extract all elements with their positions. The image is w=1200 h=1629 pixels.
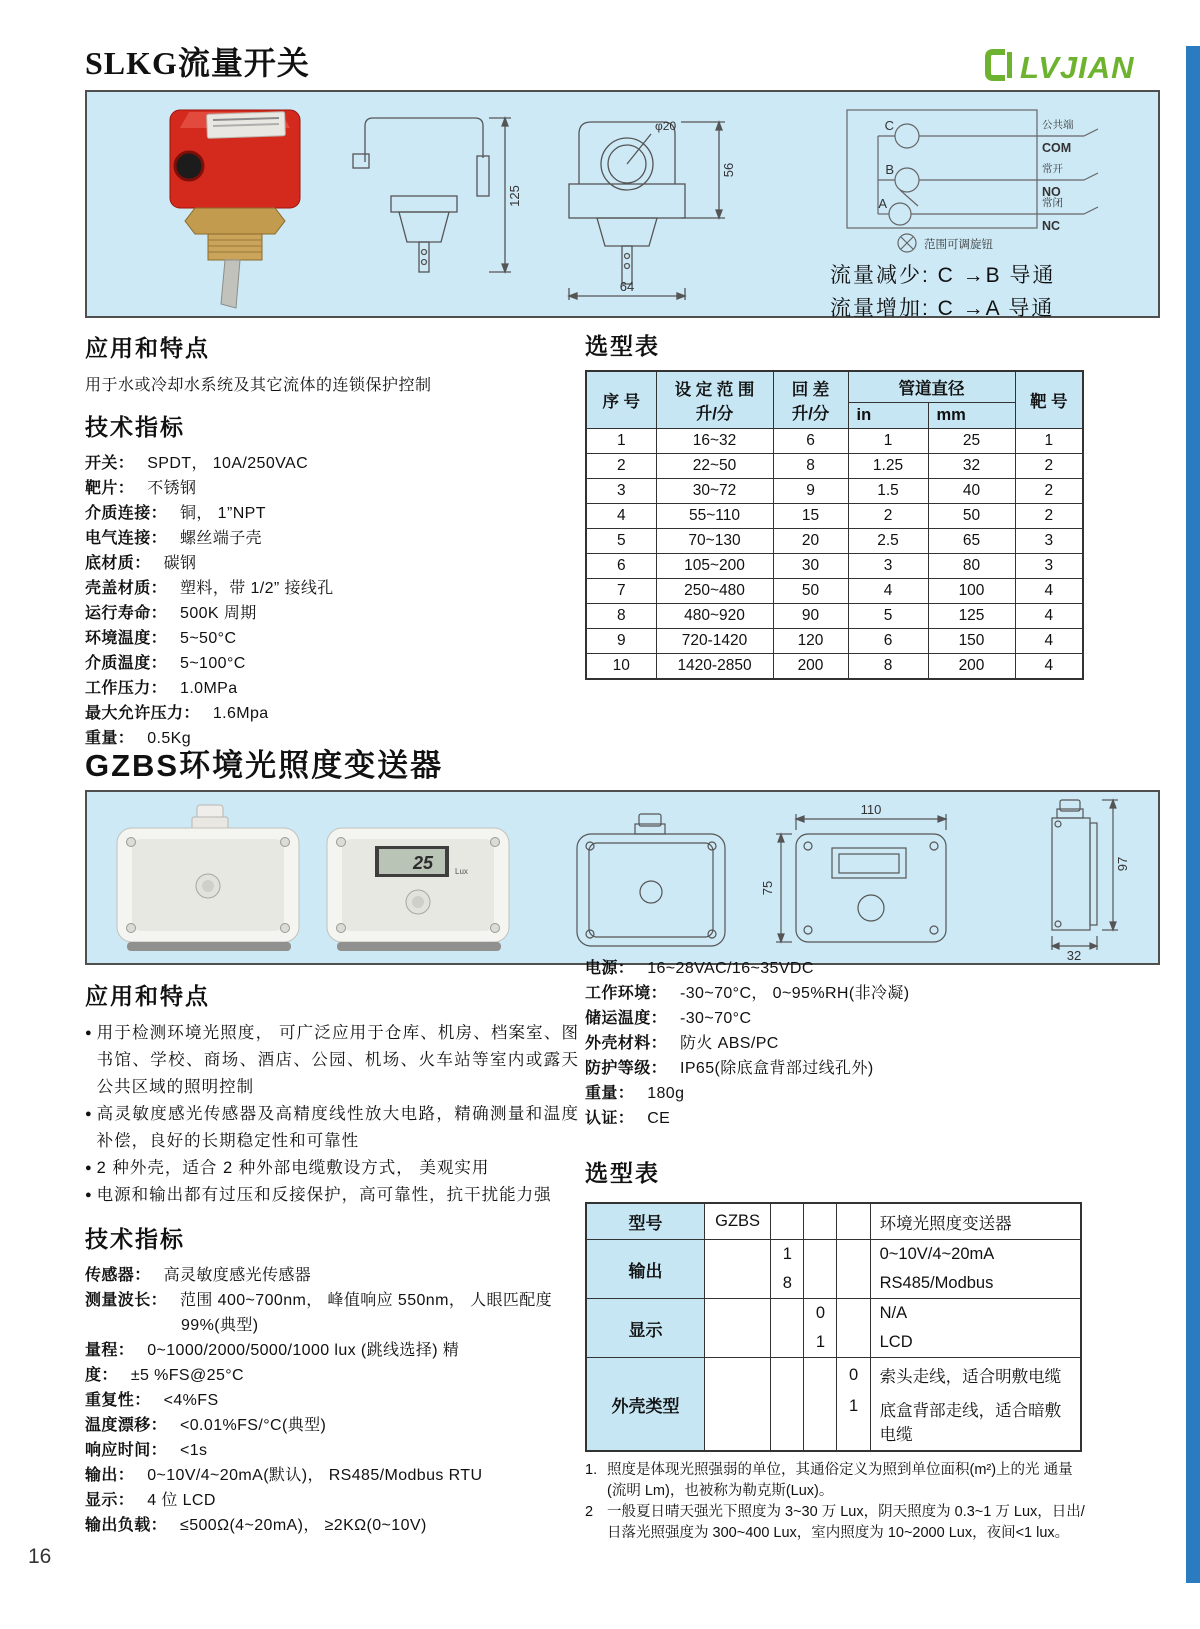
table-row — [586, 1203, 1081, 1240]
spec-row: 壳盖材质： 塑料，带 1/2” 接线孔 — [85, 580, 334, 597]
code-cell: 0 — [804, 1299, 837, 1329]
table-cell: 2 — [586, 454, 656, 479]
gzbs-features-specs-column — [85, 978, 579, 1538]
spec-row: 重量： 180g — [585, 1085, 685, 1102]
table-cell — [837, 1269, 870, 1299]
table-cell: 1 — [848, 429, 928, 454]
table-row — [586, 1240, 1081, 1270]
nc-label: NC — [1042, 219, 1061, 233]
list-item: ● 高灵敏度感光传感器及高精度线性放大电路，精确测量和温度补偿，良好的长期稳定性和可靠性 — [85, 1101, 579, 1155]
option-desc-cell: 底盒背部走线，适合暗敷电缆 — [870, 1392, 1081, 1451]
table-cell: 125 — [928, 604, 1015, 629]
table-cell: 150 — [928, 629, 1015, 654]
table-cell — [837, 1328, 870, 1358]
flow-switch-mechanism-drawing — [339, 100, 524, 317]
table-cell: 720-1420 — [656, 629, 773, 654]
spec-row: 防护等级： IP65(除底盒背部过线孔外) — [585, 1060, 874, 1077]
logo-bracket-icon — [985, 48, 1015, 87]
table-cell: 70~130 — [656, 529, 773, 554]
model-cell: GZBS — [704, 1203, 770, 1240]
spec-row: 重量： 0.5Kg — [85, 730, 192, 747]
table-cell — [804, 1392, 837, 1451]
gzbs-specs-heading: 技术指标 — [85, 1226, 185, 1252]
spec-row: 工作环境： -30~70°C， 0~95%RH(非冷凝) — [585, 985, 910, 1002]
table-row — [586, 429, 1083, 454]
table-row — [586, 579, 1083, 604]
gzbs-section-title: GZBS环境光照度变送器 — [85, 748, 444, 783]
gzbs-features-heading: 应用和特点 — [85, 983, 210, 1009]
slkg-features-heading: 应用和特点 — [85, 335, 210, 361]
table-cell — [837, 1299, 870, 1329]
footnote: 2 一般夏日晴天强光下照度为 3~30 万 Lux，阴天照度为 0.3~1 万 Lux，日出/日落光照强度为 300~400 Lux，室内照度为 10~2000 Lux，夜间<1 lux。 — [585, 1504, 1085, 1541]
list-item: ● 用于检测环境光照度， 可广泛应用于仓库、机房、档案室、图书馆、学校、商场、酒店、公园、机场、火车站等室内或露天公共区域的照明控制 — [85, 1020, 579, 1101]
table-row — [586, 529, 1083, 554]
option-desc-cell: RS485/Modbus — [870, 1269, 1081, 1299]
footnote: 1. 照度是体现光照强弱的单位，其通俗定义为照到单位面积(m²)上的光 通量(流明 Lm)，也被称为勒克斯(Lux)。 — [585, 1462, 1073, 1499]
table-cell: 4 — [1015, 654, 1083, 680]
table-cell: 30 — [773, 554, 848, 579]
table-cell — [804, 1269, 837, 1299]
table-cell: 4 — [1015, 604, 1083, 629]
no-label: NO — [1042, 185, 1061, 199]
col-header-mm: mm — [928, 403, 1015, 429]
bullet-icon: ● — [85, 1189, 93, 1201]
table-cell — [804, 1240, 837, 1270]
col-header-seq: 序 号 — [586, 371, 656, 429]
table-cell: 20 — [773, 529, 848, 554]
table-cell: 1.5 — [848, 479, 928, 504]
table-cell: 5 — [586, 529, 656, 554]
table-row — [586, 479, 1083, 504]
table-cell: 3 — [848, 554, 928, 579]
right-accent-bar — [1186, 46, 1200, 1583]
logo-text: LVJIAN — [1020, 49, 1135, 85]
table-cell: 6 — [848, 629, 928, 654]
option-desc-cell: N/A — [870, 1299, 1081, 1329]
spec-row: 储运温度： -30~70°C — [585, 1010, 752, 1027]
spec-row: 响应时间： <1s — [85, 1442, 208, 1459]
table-cell: 250~480 — [656, 579, 773, 604]
no-cn-label: 常开 — [1042, 163, 1063, 175]
spec-row: 传感器： 高灵敏度感光传感器 — [85, 1267, 312, 1284]
spec-row: 显示： 4 位 LCD — [85, 1492, 216, 1509]
table-cell: 30~72 — [656, 479, 773, 504]
table-row — [586, 1299, 1081, 1329]
option-desc-cell: LCD — [870, 1328, 1081, 1358]
option-desc-cell: 0~10V/4~20mA — [870, 1240, 1081, 1270]
table-cell — [704, 1269, 770, 1299]
table-cell: 4 — [1015, 579, 1083, 604]
gzbs-table-heading: 选型表 — [585, 1160, 660, 1186]
case-header-cell: 外壳类型 — [586, 1358, 704, 1452]
com-label: COM — [1042, 141, 1072, 155]
gzbs-feature-list — [85, 1020, 579, 1209]
table-cell — [704, 1358, 770, 1393]
table-cell — [771, 1328, 804, 1358]
flow-switch-photo — [135, 100, 335, 317]
spec-row: 运行寿命： 500K 周期 — [85, 605, 257, 622]
table-cell: 200 — [773, 654, 848, 680]
col-header-target: 靶 号 — [1015, 371, 1083, 429]
gzbs-photo-plain — [105, 804, 313, 959]
table-row — [586, 554, 1083, 579]
table-cell: 2 — [848, 504, 928, 529]
display-header-cell: 显示 — [586, 1299, 704, 1358]
output-header-cell: 输出 — [586, 1240, 704, 1299]
list-item: ● 电源和输出都有过压和反接保护，高可靠性，抗干扰能力强 — [85, 1182, 579, 1209]
table-cell: 2 — [1015, 504, 1083, 529]
page-number: 16 — [28, 1545, 52, 1568]
table-cell: 6 — [773, 429, 848, 454]
spec-row: 电源： 16~28VAC/16~35VDC — [585, 960, 814, 977]
table-cell: 2 — [1015, 454, 1083, 479]
spec-row: 认证： CE — [585, 1110, 671, 1127]
table-row — [586, 454, 1083, 479]
gzbs-selection-table — [585, 1202, 1082, 1452]
spec-row: 外壳材料： 防火 ABS/PC — [585, 1035, 779, 1052]
table-cell: 8 — [586, 604, 656, 629]
spec-row: 开关： SPDT， 10A/250VAC — [85, 455, 309, 472]
table-cell — [704, 1240, 770, 1270]
table-cell: 32 — [928, 454, 1015, 479]
bullet-icon: ● — [85, 1027, 93, 1039]
footnotes — [585, 1460, 1085, 1544]
table-cell: 90 — [773, 604, 848, 629]
col-header-diff: 回 差 升/分 — [773, 371, 848, 429]
brand-logo — [985, 48, 1135, 87]
table-cell: 3 — [586, 479, 656, 504]
code-cell: 1 — [837, 1392, 870, 1451]
table-row — [586, 1358, 1081, 1393]
bullet-icon: ● — [85, 1162, 93, 1174]
table-cell: 8 — [848, 654, 928, 680]
table-cell: 105~200 — [656, 554, 773, 579]
gzbs-outline-drawing — [569, 812, 734, 957]
table-cell: 4 — [586, 504, 656, 529]
table-row — [586, 604, 1083, 629]
table-cell: 7 — [586, 579, 656, 604]
spec-row: 测量波长： 范围 400~700nm， 峰值响应 550nm， 人眼匹配度 99%(典型) — [85, 1292, 553, 1334]
table-cell: 3 — [1015, 554, 1083, 579]
table-cell: 4 — [848, 579, 928, 604]
col-header-range: 设 定 范 围 升/分 — [656, 371, 773, 429]
slkg-specs-heading: 技术指标 — [85, 414, 185, 440]
spec-row: 输出负载： ≤500Ω(4~20mA)， ≥2KΩ(0~10V) — [85, 1517, 427, 1534]
table-cell — [704, 1328, 770, 1358]
slkg-selection-column — [585, 328, 1085, 680]
slkg-selection-table — [585, 370, 1084, 680]
slkg-features-text: 用于水或冷却水系统及其它流体的连锁保护控制 — [85, 377, 432, 394]
gzbs-side-drawing — [1032, 796, 1142, 967]
slkg-section-title: SLKG流量开关 — [85, 45, 310, 81]
spec-row: 介质连接： 铜， 1”NPT — [85, 505, 266, 522]
table-cell: 50 — [928, 504, 1015, 529]
col-header-pipe: 管道直径 — [848, 371, 1015, 403]
col-header-in: in — [848, 403, 928, 429]
com-cn-label: 公共端 — [1042, 119, 1074, 131]
wiring-diagram — [802, 102, 1147, 325]
gzbs-photo-lcd — [315, 804, 523, 959]
spec-row: 底材质： 碳钢 — [85, 555, 197, 572]
lcd-unit-label: Lux — [455, 867, 468, 876]
table-cell — [837, 1203, 870, 1240]
slkg-table-heading: 选型表 — [585, 333, 660, 359]
spec-row: 介质温度： 5~100°C — [85, 655, 246, 672]
spec-row: 输出： 0~10V/4~20mA(默认)， RS485/Modbus RTU — [85, 1467, 483, 1484]
spec-row: 最大允许压力： 1.6Mpa — [85, 705, 269, 722]
table-cell: 10 — [586, 654, 656, 680]
table-cell — [771, 1392, 804, 1451]
model-header-cell: 型号 — [586, 1203, 704, 1240]
table-cell: 120 — [773, 629, 848, 654]
table-cell: 5 — [848, 604, 928, 629]
table-cell — [704, 1392, 770, 1451]
gzbs-front-drawing — [752, 800, 987, 963]
flow-switch-front-drawing — [539, 100, 754, 317]
nc-cn-label: 常闭 — [1042, 197, 1063, 209]
table-header-row — [586, 371, 1083, 403]
dim-97-label: 97 — [1115, 856, 1130, 872]
dim-phi20-label: φ20 — [655, 119, 677, 133]
bullet-icon: ● — [85, 1108, 93, 1120]
spec-row: 量程： 0~1000/2000/5000/1000 lux (跳线选择) 精 — [85, 1342, 460, 1359]
table-cell: 40 — [928, 479, 1015, 504]
flow-increase-note: 流量增加: C →A 导通 — [830, 297, 1055, 320]
dim-110-label: 110 — [860, 802, 882, 817]
table-cell: 1 — [586, 429, 656, 454]
terminal-c-label: C — [884, 118, 894, 133]
gzbs-selection-column — [585, 956, 1085, 1544]
table-cell: 8 — [773, 454, 848, 479]
code-cell: 8 — [771, 1269, 804, 1299]
spec-row: 温度漂移： <0.01%FS/°C(典型) — [85, 1417, 327, 1434]
table-cell: 15 — [773, 504, 848, 529]
table-cell: 1 — [1015, 429, 1083, 454]
table-cell: 80 — [928, 554, 1015, 579]
dim-64-label: 64 — [619, 279, 635, 294]
table-cell — [837, 1240, 870, 1270]
table-row — [586, 629, 1083, 654]
option-desc-cell: 索头走线，适合明敷电缆 — [870, 1358, 1081, 1393]
spec-row: 重复性： <4%FS — [85, 1392, 219, 1409]
model-desc-cell: 环境光照度变送器 — [870, 1203, 1081, 1240]
table-cell: 1420-2850 — [656, 654, 773, 680]
table-cell: 1.25 — [848, 454, 928, 479]
table-cell: 4 — [1015, 629, 1083, 654]
table-cell: 200 — [928, 654, 1015, 680]
gzbs-product-banner — [85, 790, 1160, 965]
table-row — [586, 504, 1083, 529]
lcd-value: 25 — [412, 853, 433, 873]
code-cell: 1 — [804, 1328, 837, 1358]
knob-label: 范围可调旋钮 — [924, 239, 993, 251]
table-cell: 9 — [586, 629, 656, 654]
table-cell — [704, 1299, 770, 1329]
table-cell: 480~920 — [656, 604, 773, 629]
slkg-product-banner — [85, 90, 1160, 318]
spec-row: 工作压力： 1.0MPa — [85, 680, 238, 697]
table-cell: 2 — [1015, 479, 1083, 504]
code-cell: 0 — [837, 1358, 870, 1393]
table-cell: 50 — [773, 579, 848, 604]
table-cell — [771, 1203, 804, 1240]
dim-56-label: 56 — [721, 162, 736, 178]
table-cell: 65 — [928, 529, 1015, 554]
spec-row: 度： ±5 %FS@25°C — [85, 1367, 245, 1384]
terminal-b-label: B — [885, 162, 894, 177]
table-cell: 25 — [928, 429, 1015, 454]
table-cell: 3 — [1015, 529, 1083, 554]
spec-row: 靶片： 不锈钢 — [85, 480, 197, 497]
dim-75-label: 75 — [760, 880, 775, 896]
table-cell: 2.5 — [848, 529, 928, 554]
table-cell: 16~32 — [656, 429, 773, 454]
table-cell — [771, 1299, 804, 1329]
terminal-a-label: A — [878, 196, 887, 211]
flow-decrease-note: 流量减少: C →B 导通 — [830, 264, 1056, 287]
list-item: ● 2 种外壳，适合 2 种外部电缆敷设方式， 美观实用 — [85, 1155, 579, 1182]
table-cell: 6 — [586, 554, 656, 579]
table-cell: 100 — [928, 579, 1015, 604]
table-cell: 22~50 — [656, 454, 773, 479]
code-cell: 1 — [771, 1240, 804, 1270]
spec-row: 环境温度： 5~50°C — [85, 630, 237, 647]
slkg-features-specs-column — [85, 330, 567, 751]
dim-32-label: 32 — [1066, 948, 1082, 962]
spec-row: 电气连接： 螺丝端子壳 — [85, 530, 263, 547]
dim-125-label: 125 — [507, 185, 522, 207]
table-cell: 55~110 — [656, 504, 773, 529]
table-cell — [804, 1358, 837, 1393]
table-cell — [771, 1358, 804, 1393]
table-cell: 9 — [773, 479, 848, 504]
table-cell — [804, 1203, 837, 1240]
table-row — [586, 654, 1083, 680]
